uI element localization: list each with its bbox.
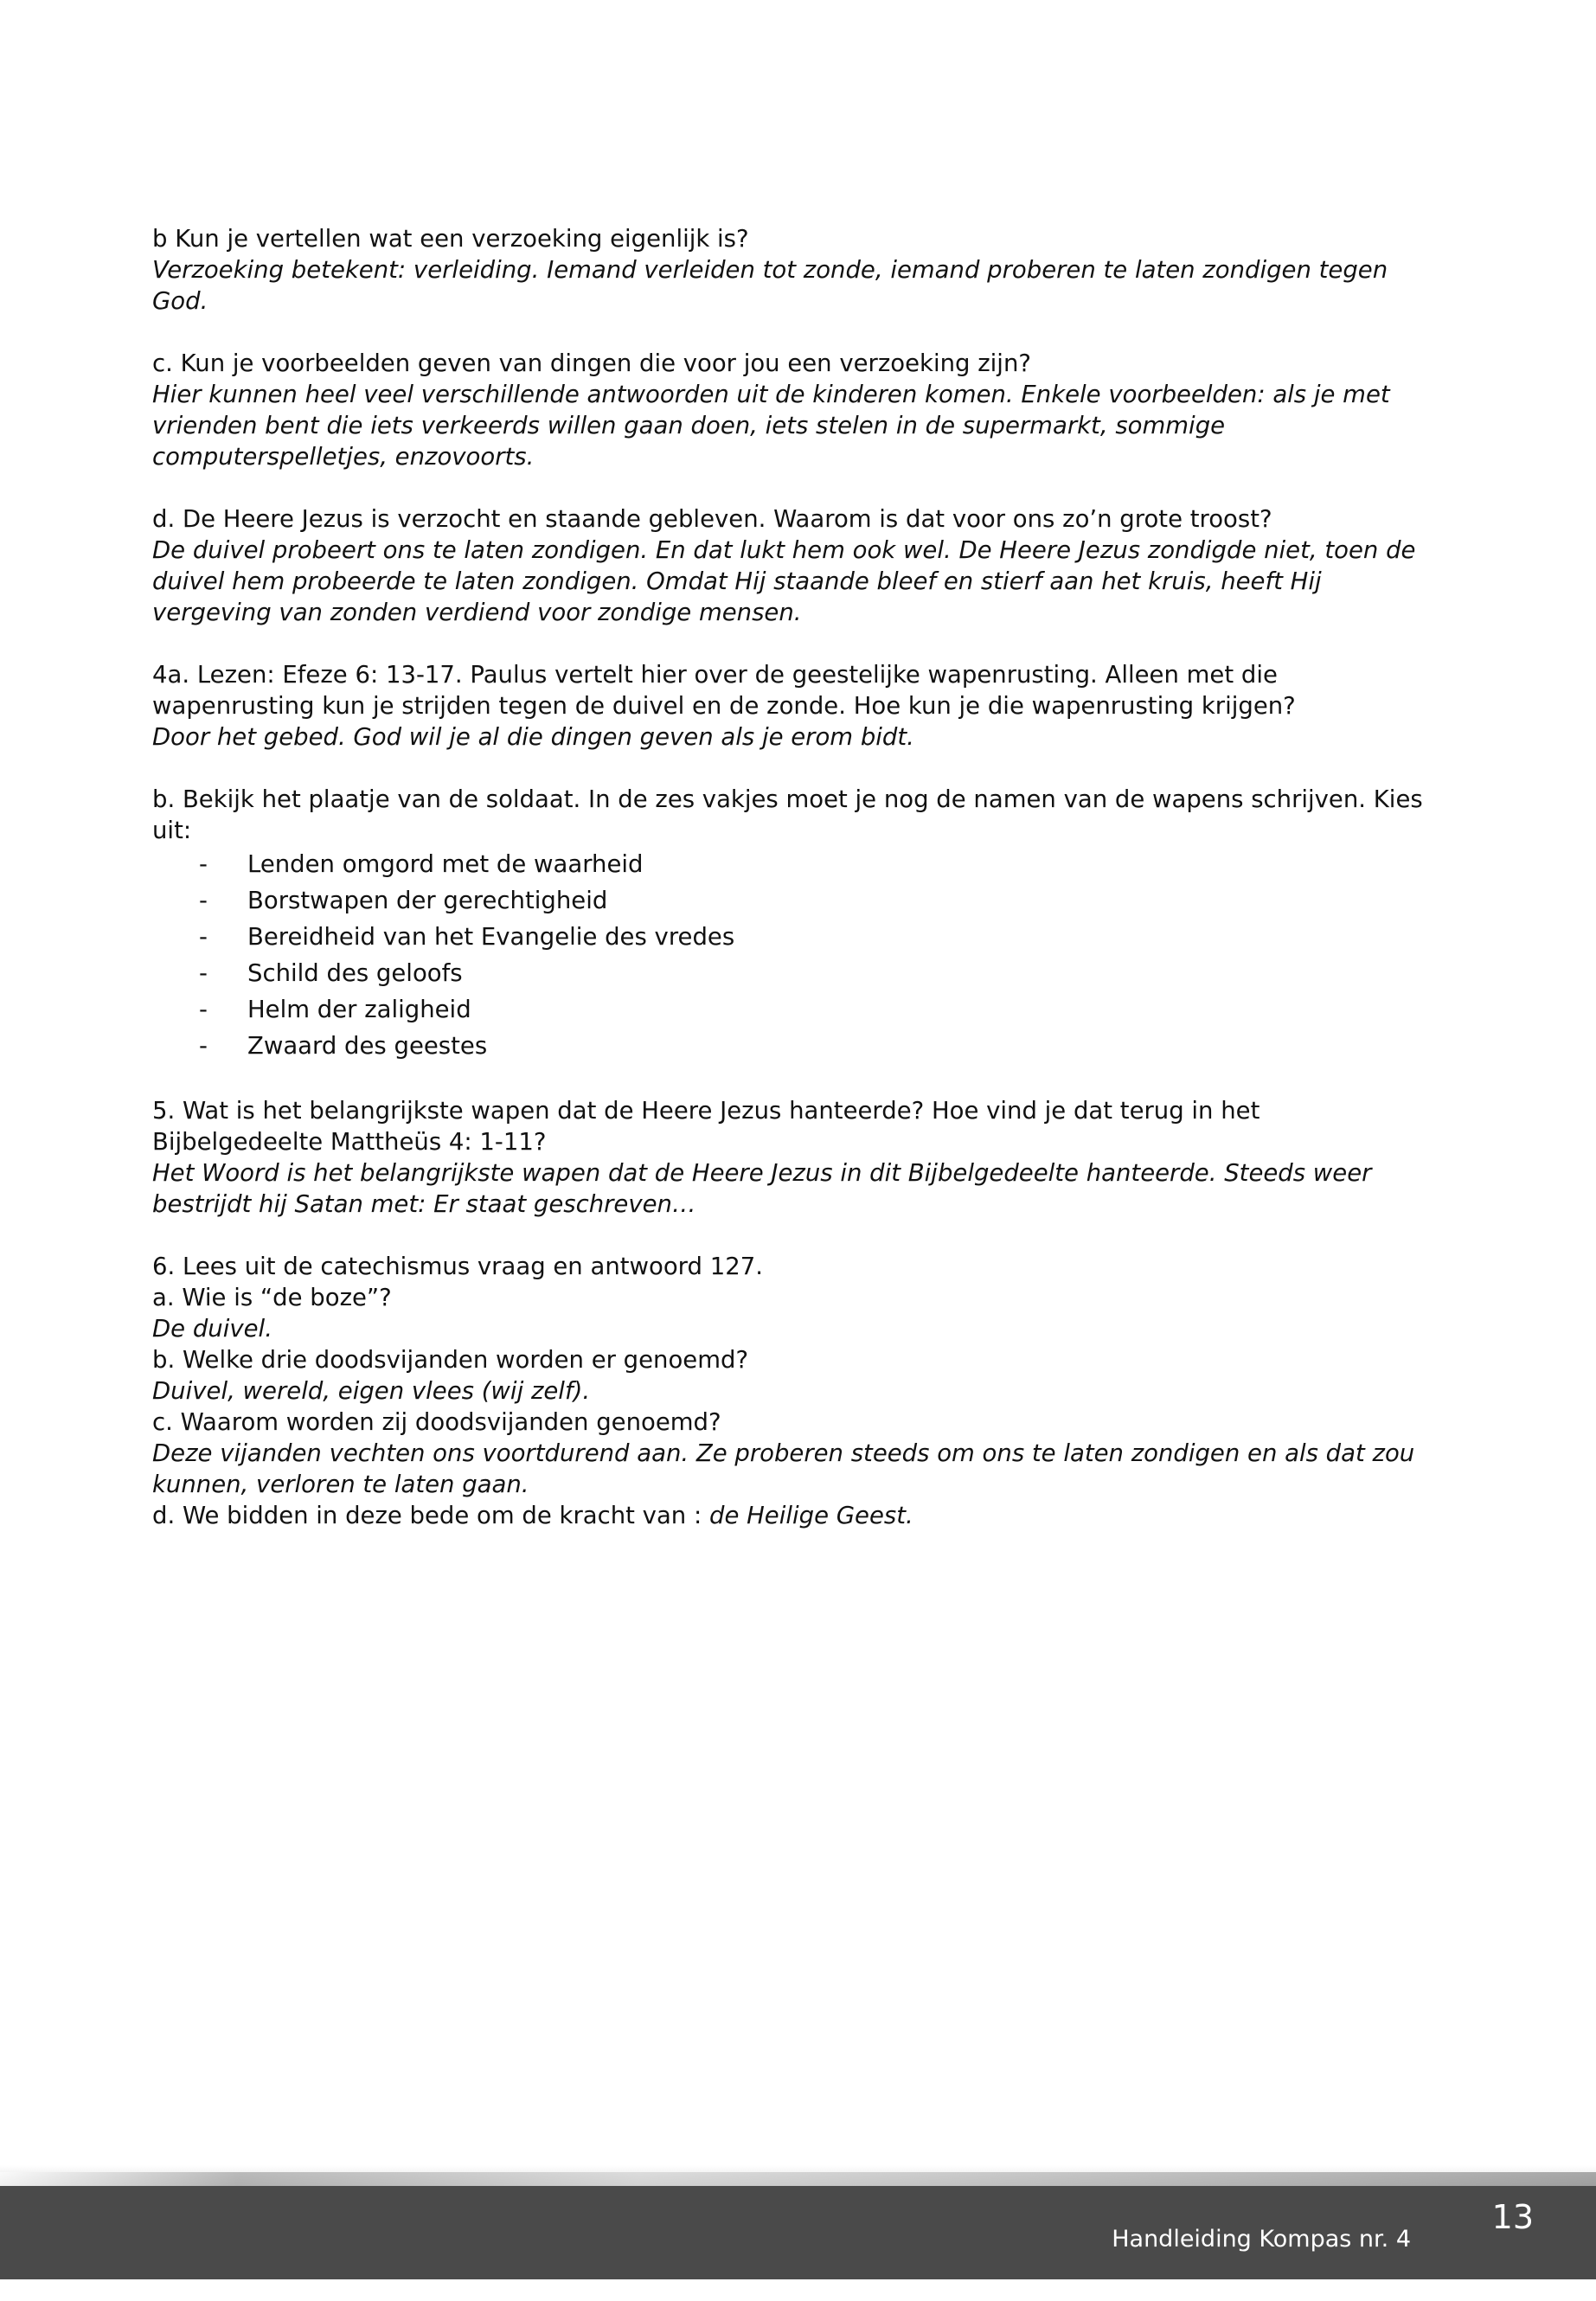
question-text: d. De Heere Jezus is verzocht en staande gebleven. Waarom is dat voor ons zo’n grote troost? (152, 505, 1272, 533)
list-item (152, 882, 1424, 919)
list-item (152, 919, 1424, 955)
dash-mark: - (199, 850, 208, 878)
question-4a (152, 659, 1424, 753)
answer-text: Deze vijanden vechten ons voortdurend aan. Ze proberen steeds om ons te laten zondigen en als dat zou kunnen, verloren te laten gaan. (152, 1439, 1415, 1498)
question-text: b. Welke drie doodsvijanden worden er genoemd? (152, 1346, 749, 1374)
question-text: a. Wie is “de boze”? (152, 1284, 392, 1311)
question-text: c. Kun je voorbeelden geven van dingen die voor jou een verzoeking zijn? (152, 349, 1031, 377)
question-text: b Kun je vertellen wat een verzoeking eigenlijk is? (152, 225, 749, 253)
question-6d (152, 1500, 1424, 1531)
answer-text: Hier kunnen heel veel verschillende antwoorden uit de kinderen komen. Enkele voorbeelden: als je met vrienden bent die iets verkeerds willen gaan doen, iets stelen in de supermarkt, sommige computerspelletjes, enzovoorts. (152, 381, 1390, 471)
dash-mark: - (199, 996, 208, 1023)
answer-text: Door het gebed. God wil je al die dingen geven als je erom bidt. (152, 723, 914, 751)
question-text: 5. Wat is het belangrijkste wapen dat de Heere Jezus hanteerde? Hoe vind je dat terug in het Bijbelgedeelte Mattheüs 4: 1-11? (152, 1097, 1260, 1156)
question-6 (152, 1251, 1424, 1531)
list-item (152, 1028, 1424, 1064)
question-text: 4a. Lezen: Efeze 6: 13-17. Paulus vertelt hier over de geestelijke wapenrusting. Alleen met die wapenrusting kun je strijden tegen de duivel en de zonde. Hoe kun je die wapenrusting krijgen? (152, 661, 1296, 720)
question-intro: 6. Lees uit de catechismus vraag en antwoord 127. (152, 1253, 763, 1280)
list-item-label: Schild des geloofs (247, 959, 463, 987)
page-footer (0, 2186, 1596, 2279)
list-item (152, 991, 1424, 1028)
question-3d (152, 503, 1424, 628)
list-item-label: Bereidheid van het Evangelie des vredes (247, 923, 735, 951)
answer-text: Het Woord is het belangrijkste wapen dat de Heere Jezus in dit Bijbelgedeelte hanteerde. Steeds weer bestrijdt hij Satan met: Er staat geschreven… (152, 1159, 1372, 1218)
question-3b (152, 223, 1424, 317)
dash-mark: - (199, 887, 208, 914)
answer-text: De duivel. (152, 1315, 272, 1343)
list-item (152, 955, 1424, 991)
list-item-label: Helm der zaligheid (247, 996, 471, 1023)
document-body (152, 223, 1424, 1562)
page-number: 13 (1491, 2198, 1534, 2236)
list-item-label: Zwaard des geestes (247, 1032, 488, 1060)
question-5 (152, 1095, 1424, 1220)
list-item-label: Lenden omgord met de waarheid (247, 850, 644, 878)
answer-text: Verzoeking betekent: verleiding. Iemand verleiden tot zonde, iemand proberen te laten zondigen tegen God. (152, 256, 1388, 315)
dash-mark: - (199, 1032, 208, 1060)
list-item-label: Borstwapen der gerechtigheid (247, 887, 608, 914)
answer-text: Duivel, wereld, eigen vlees (wij zelf). (152, 1377, 591, 1405)
dash-mark: - (199, 959, 208, 987)
weapons-list (152, 846, 1424, 1064)
question-text: d. We bidden in deze bede om de kracht van : (152, 1502, 702, 1529)
footer-title: Handleiding Kompas nr. 4 (1112, 2226, 1411, 2253)
question-text: c. Waarom worden zij doodsvijanden genoemd? (152, 1408, 721, 1436)
dash-mark: - (199, 923, 208, 951)
answer-text: de Heilige Geest. (709, 1502, 913, 1529)
question-4b (152, 784, 1424, 1064)
question-text: b. Bekijk het plaatje van de soldaat. In de zes vakjes moet je nog de namen van de wapens schrijven. Kies uit: (152, 785, 1423, 844)
question-3c (152, 348, 1424, 472)
answer-text: De duivel probeert ons te laten zondigen. En dat lukt hem ook wel. De Heere Jezus zondigde niet, toen de duivel hem probeerde te laten zondigen. Omdat Hij staande bleef en stierf aan het kruis, heeft Hij vergeving van zonden verdiend voor zondige mensen. (152, 536, 1416, 626)
list-item (152, 846, 1424, 882)
